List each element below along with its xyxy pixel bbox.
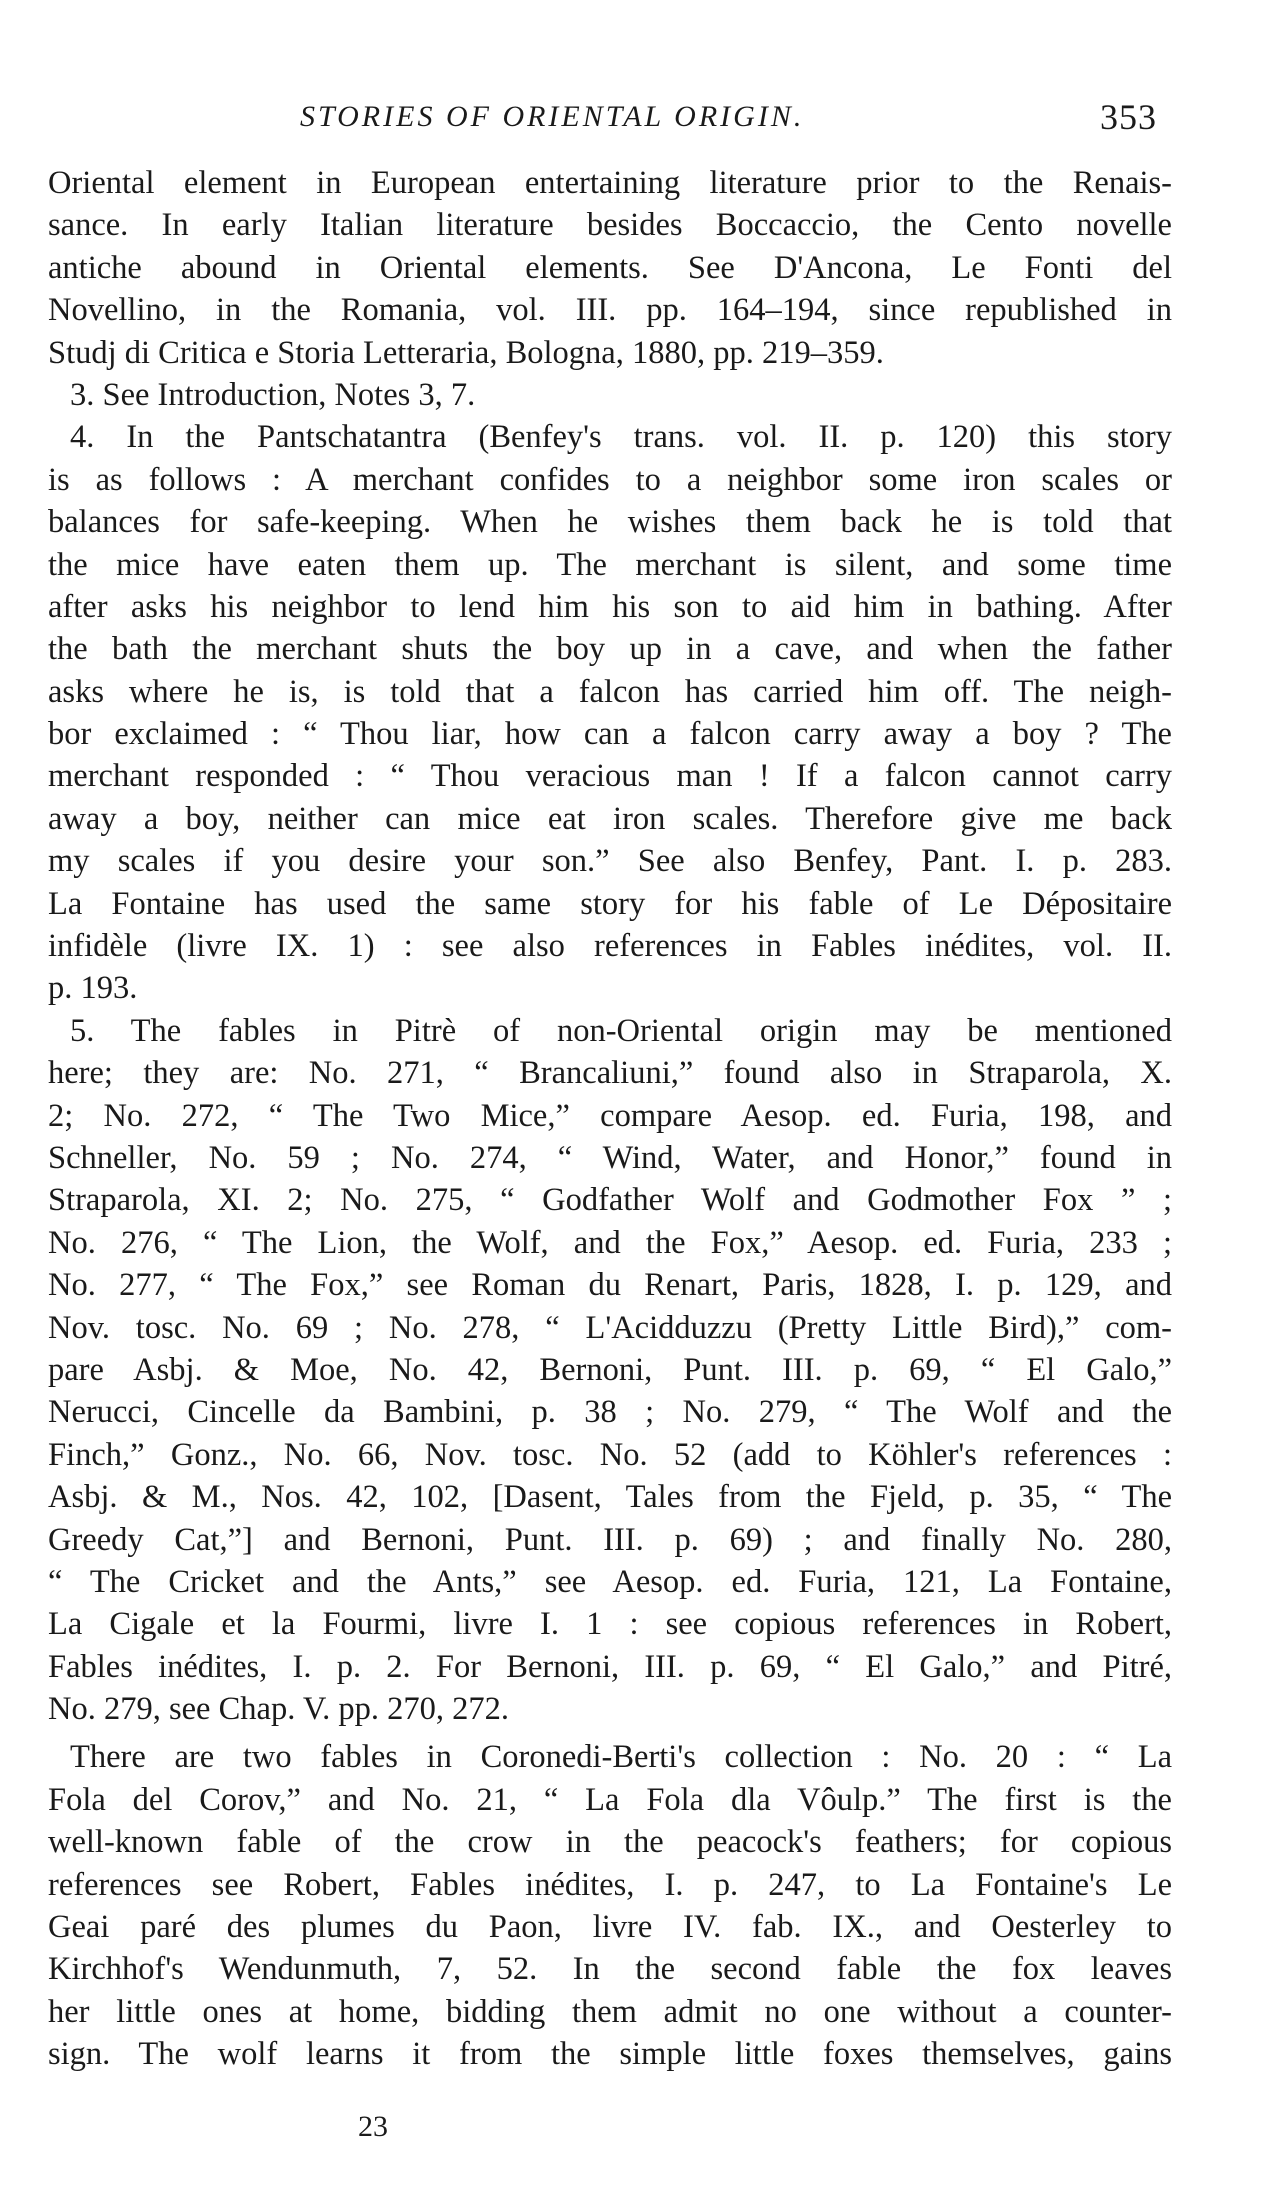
text-line: antiche abound in Oriental elements. See D'Ancona, Le Fonti del xyxy=(48,249,1172,286)
text-line: There are two fables in Coronedi-Berti's collection : No. 20 : “ La xyxy=(70,1739,1172,1776)
text-line: Fola del Corov,” and No. 21, “ La Fola dla Vôulp.” The first is the xyxy=(48,1781,1172,1818)
text-line: Asbj. & M., Nos. 42, 102, [Dasent, Tales from the Fjeld, p. 35, “ The xyxy=(48,1479,1172,1516)
text-line: Novellino, in the Romania, vol. III. pp. 164–194, since republished in xyxy=(48,292,1172,329)
note-4 xyxy=(48,416,1172,1009)
paragraph-coronedi-berti xyxy=(48,1736,1172,2075)
printer-signature: 23 xyxy=(358,2110,388,2143)
text-line: No. 279, see Chap. V. pp. 270, 272. xyxy=(48,1691,510,1728)
page-number: 353 xyxy=(1100,97,1157,137)
text-line: Nov. tosc. No. 69 ; No. 278, “ L'Acidduzzu (Pretty Little Bird),” com- xyxy=(48,1309,1172,1346)
text-line: p. 193. xyxy=(48,970,138,1007)
text-line: sance. In early Italian literature besides Boccaccio, the Cento novelle xyxy=(48,207,1172,244)
text-line: 5. The fables in Pitrè of non-Oriental origin may be mentioned xyxy=(70,1012,1172,1049)
text-line: pare Asbj. & Moe, No. 42, Bernoni, Punt. III. p. 69, “ El Galo,” xyxy=(48,1351,1172,1388)
text-line: here; they are: No. 271, “ Brancaliuni,” found also in Straparola, X. xyxy=(48,1055,1172,1092)
text-line: 3. See Introduction, Notes 3, 7. xyxy=(70,376,476,413)
text-line: is as follows : A merchant confides to a neighbor some iron scales or xyxy=(48,461,1172,498)
running-title: STORIES OF ORIENTAL ORIGIN. xyxy=(300,100,805,133)
text-line: No. 276, “ The Lion, the Wolf, and the Fox,” Aesop. ed. Furia, 233 ; xyxy=(48,1224,1172,1261)
text-line: “ The Cricket and the Ants,” see Aesop. ed. Furia, 121, La Fontaine, xyxy=(48,1563,1172,1600)
text-line: the mice have eaten them up. The merchant is silent, and some time xyxy=(48,546,1172,583)
text-line: La Fontaine has used the same story for his fable of Le Dépositaire xyxy=(48,885,1172,922)
text-line: Finch,” Gonz., No. 66, Nov. tosc. No. 52 (add to Köhler's references : xyxy=(48,1436,1172,1473)
text-line: well-known fable of the crow in the peacock's feathers; for copious xyxy=(48,1824,1172,1861)
text-line: 4. In the Pantschatantra (Benfey's trans. vol. II. p. 120) this story xyxy=(70,419,1172,456)
text-line: No. 277, “ The Fox,” see Roman du Renart, Paris, 1828, I. p. 129, and xyxy=(48,1267,1172,1304)
text-line: Oriental element in European entertaining literature prior to the Renais- xyxy=(48,165,1172,201)
note-5 xyxy=(48,1010,1172,1731)
text-line: Studj di Critica e Storia Letteraria, Bologna, 1880, pp. 219–359. xyxy=(48,334,884,371)
text-line: Kirchhof's Wendunmuth, 7, 52. In the second fable the fox leaves xyxy=(48,1951,1172,1988)
paragraph-continuation xyxy=(48,162,1172,374)
text-line: La Cigale et la Fourmi, livre I. 1 : see copious references in Robert, xyxy=(48,1606,1172,1643)
text-line: after asks his neighbor to lend him his son to aid him in bathing. After xyxy=(48,588,1172,625)
body-text xyxy=(48,162,1172,2076)
text-line: the bath the merchant shuts the boy up in a cave, and when the father xyxy=(48,631,1172,668)
text-line: balances for safe-keeping. When he wishes them back he is told that xyxy=(48,504,1172,541)
note-3 xyxy=(48,374,1172,416)
text-line: 2; No. 272, “ The Two Mice,” compare Aesop. ed. Furia, 198, and xyxy=(48,1097,1172,1134)
text-line: Fables inédites, I. p. 2. For Bernoni, III. p. 69, “ El Galo,” and Pitré, xyxy=(48,1648,1172,1685)
text-line: Straparola, XI. 2; No. 275, “ Godfather Wolf and Godmother Fox ” ; xyxy=(48,1182,1172,1219)
text-line: infidèle (livre IX. 1) : see also references in Fables inédites, vol. II. xyxy=(48,928,1172,965)
text-line: merchant responded : “ Thou veracious man ! If a falcon cannot carry xyxy=(48,758,1172,795)
text-line: asks where he is, is told that a falcon has carried him off. The neigh- xyxy=(48,673,1172,710)
text-line: my scales if you desire your son.” See also Benfey, Pant. I. p. 283. xyxy=(48,843,1172,880)
text-line: Schneller, No. 59 ; No. 274, “ Wind, Water, and Honor,” found in xyxy=(48,1139,1172,1176)
text-line: references see Robert, Fables inédites, I. p. 247, to La Fontaine's Le xyxy=(48,1866,1172,1903)
text-line: Greedy Cat,”] and Bernoni, Punt. III. p. 69) ; and finally No. 280, xyxy=(48,1521,1172,1558)
text-line: sign. The wolf learns it from the simple little foxes themselves, gains xyxy=(48,2036,1172,2073)
text-line: Nerucci, Cincelle da Bambini, p. 38 ; No. 279, “ The Wolf and the xyxy=(48,1394,1172,1431)
text-line: bor exclaimed : “ Thou liar, how can a falcon carry away a boy ? The xyxy=(48,716,1172,753)
text-line: her little ones at home, bidding them admit no one without a counter- xyxy=(48,1993,1172,2030)
text-line: Geai paré des plumes du Paon, livre IV. fab. IX., and Oesterley to xyxy=(48,1909,1172,1946)
text-line: away a boy, neither can mice eat iron scales. Therefore give me back xyxy=(48,800,1172,837)
